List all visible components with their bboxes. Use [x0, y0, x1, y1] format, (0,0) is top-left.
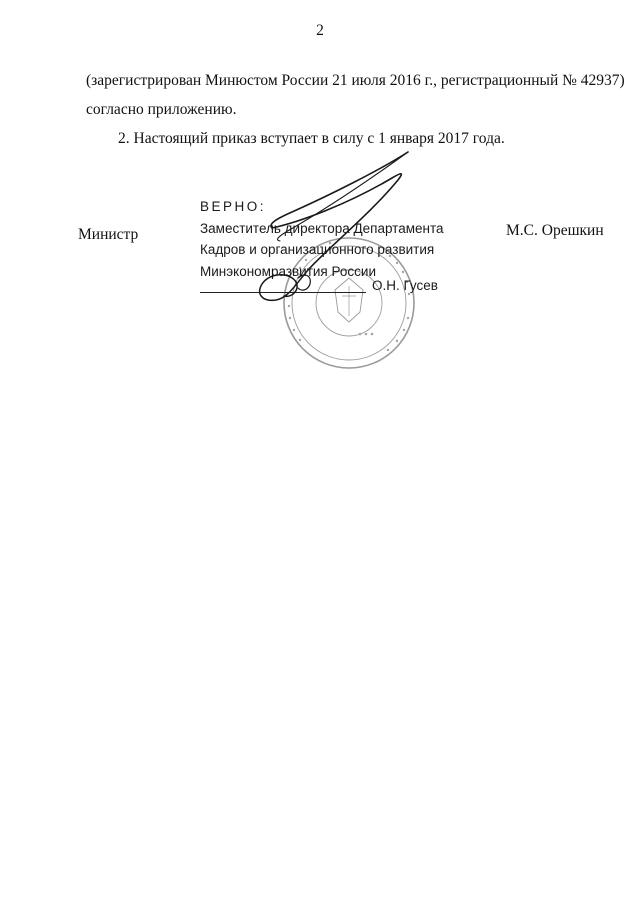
certification-heading: ВЕРНО:	[200, 199, 267, 214]
signatory-name: М.С. Орешкин	[506, 222, 604, 239]
certifier-name: О.Н. Гусев	[372, 278, 438, 293]
body-text-line-1: (зарегистрирован Минюстом России 21 июля 2016 г., регистрационный № 42937)	[86, 72, 625, 89]
certifier-position-line-3: Минэкономразвития России	[200, 263, 376, 279]
certifier-position-line-1: Заместитель директора Департамента	[200, 220, 444, 236]
body-text-line-3: 2. Настоящий приказ вступает в силу с 1 января 2017 года.	[118, 130, 505, 147]
certifier-position-line-2: Кадров и организационного развития	[200, 242, 435, 257]
body-text-line-2: согласно приложению.	[86, 101, 237, 118]
page-number: 2	[316, 22, 324, 39]
signatory-title: Министр	[78, 226, 139, 243]
